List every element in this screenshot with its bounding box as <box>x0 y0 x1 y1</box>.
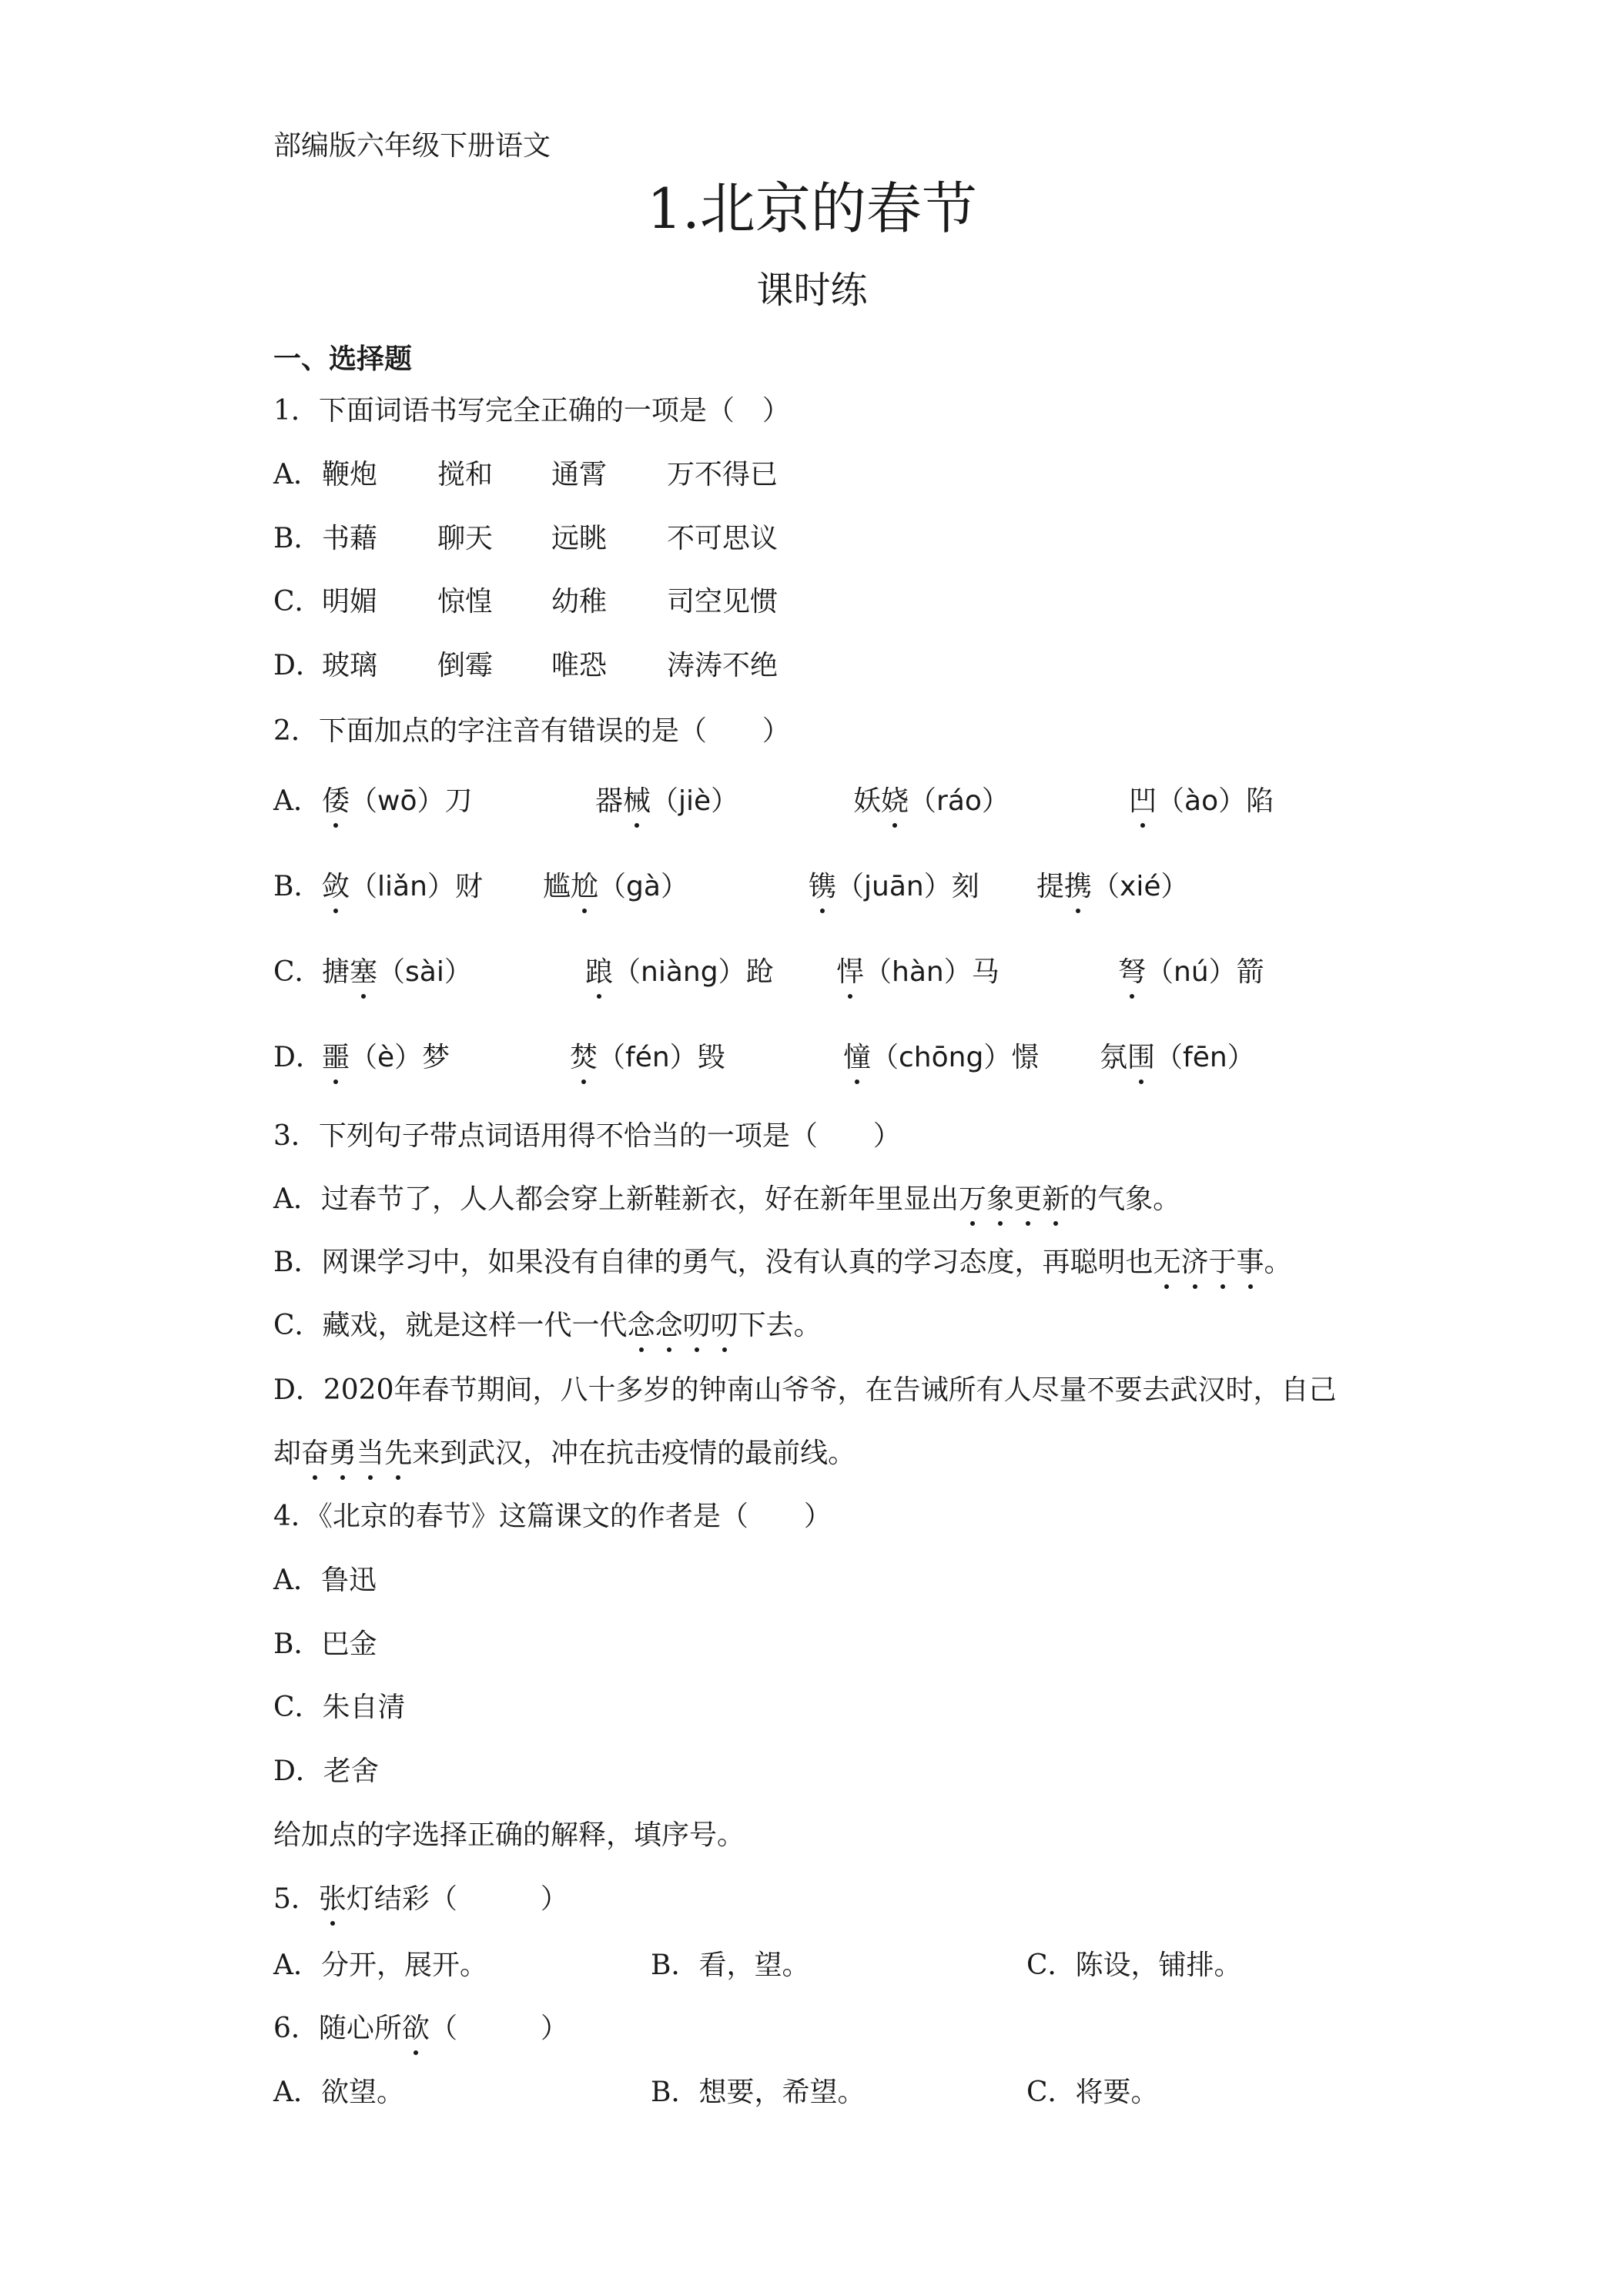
dotted-char: 新 <box>1042 1183 1070 1215</box>
pinyin-item: 踉（niàng）跄 <box>585 956 774 988</box>
option-label: B． <box>273 871 322 902</box>
dotted-char: 叨 <box>682 1310 711 1341</box>
dotted-char: 先 <box>384 1438 413 1469</box>
question-4-option-d[interactable]: D．老舍 <box>273 1755 379 1787</box>
option-label: A． <box>273 459 321 490</box>
option-word: 玻璃 <box>322 650 378 681</box>
dotted-char: 事 <box>1236 1247 1264 1278</box>
pinyin-item: 噩（è）梦 <box>322 1042 450 1073</box>
option-word: 聊天 <box>437 523 494 554</box>
option-label: D． <box>273 650 323 681</box>
option-word: 搅和 <box>437 459 494 490</box>
question-1-stem: 1．下面词语书写完全正确的一项是（ ） <box>273 395 790 427</box>
instruction-text: 给加点的字选择正确的解释，填序号。 <box>273 1819 745 1851</box>
question-6-option-b[interactable]: B．想要，希望。 <box>651 2077 866 2108</box>
page-subtitle: 课时练 <box>756 269 868 312</box>
dotted-char: 叨 <box>710 1310 738 1341</box>
option-word: 明媚 <box>322 586 378 618</box>
question-3-stem: 3．下列句子带点词语用得不恰当的一项是（ ） <box>273 1120 901 1152</box>
question-6-stem: 6．随心所欲（ ） <box>273 2013 568 2044</box>
section-heading: 一、选择题 <box>273 343 413 375</box>
question-5-option-b[interactable]: B．看，望。 <box>651 1950 810 1981</box>
question-4-option-c[interactable]: C．朱自清 <box>273 1692 406 1723</box>
question-4-option-a[interactable]: A．鲁迅 <box>273 1565 377 1596</box>
option-line: 却奋勇当先来到武汉，冲在抗击疫情的最前线。 <box>273 1438 856 1469</box>
option-word: 涛涛不绝 <box>667 650 779 681</box>
option-word: 幼稚 <box>551 586 608 618</box>
option-word: 远眺 <box>551 523 608 554</box>
pinyin-item: 敛（liǎn）财 <box>322 871 483 902</box>
option-label: A． <box>273 785 321 817</box>
dotted-char: 象 <box>986 1183 1015 1215</box>
option-word: 司空见惯 <box>667 586 779 618</box>
pinyin-item: 氛围（fēn） <box>1100 1042 1255 1073</box>
option-word: 鞭炮 <box>322 459 378 490</box>
question-5-stem: 5．张灯结彩（ ） <box>273 1883 568 1915</box>
dotted-char: 当 <box>357 1438 385 1469</box>
dotted-char: 于 <box>1208 1247 1237 1278</box>
question-3-option-c[interactable]: C．藏戏，就是这样一代一代念念叨叨下去。 <box>273 1310 822 1341</box>
question-5-option-c[interactable]: C．陈设，铺排。 <box>1026 1950 1242 1981</box>
question-3-option-b[interactable]: B．网课学习中，如果没有自律的勇气，没有认真的学习态度，再聪明也无济于事。 <box>273 1247 1292 1278</box>
option-word: 唯恐 <box>551 650 608 681</box>
question-5-option-a[interactable]: A．分开，展开。 <box>273 1950 488 1981</box>
option-line: D．2020年春节期间，八十多岁的钟南山爷爷，在告诫所有人尽量不要去武汉时，自己 <box>273 1374 1337 1406</box>
dotted-char: 勇 <box>329 1438 357 1469</box>
option-label: D． <box>273 1042 323 1073</box>
pinyin-item: 器械（jiè） <box>595 785 739 817</box>
option-label: B． <box>273 523 322 554</box>
dotted-char: 万 <box>959 1183 987 1215</box>
dotted-phrase <box>301 1438 412 1469</box>
pinyin-item: 搪塞（sài） <box>322 956 472 988</box>
dotted-char: 更 <box>1014 1183 1043 1215</box>
option-label: C． <box>273 586 323 618</box>
option-label: C． <box>273 956 323 988</box>
pinyin-item: 弩（nú）箭 <box>1118 956 1264 988</box>
option-word: 惊惶 <box>437 586 494 618</box>
pinyin-item: 倭（wō）刀 <box>322 785 473 817</box>
option-word: 书藉 <box>322 523 378 554</box>
option-word: 倒霉 <box>437 650 494 681</box>
pinyin-item: 悍（hàn）马 <box>836 956 1000 988</box>
dotted-char: 念 <box>627 1310 655 1341</box>
dotted-char: 济 <box>1180 1247 1209 1278</box>
question-4-stem: 4．《北京的春节》这篇课文的作者是（ ） <box>273 1501 832 1532</box>
dotted-phrase <box>1153 1247 1264 1278</box>
question-3-option-a[interactable]: A．过春节了，人人都会穿上新鞋新衣，好在新年里显出万象更新的气象。 <box>273 1183 1181 1215</box>
dotted-char: 无 <box>1153 1247 1181 1278</box>
dotted-char: 念 <box>655 1310 683 1341</box>
pinyin-item: 焚（fén）毁 <box>570 1042 725 1073</box>
book-label: 部编版六年级下册语文 <box>273 130 551 162</box>
option-word: 不可思议 <box>667 523 779 554</box>
dotted-char: 奋 <box>301 1438 330 1469</box>
question-6-option-a[interactable]: A．欲望。 <box>273 2077 405 2108</box>
pinyin-item: 提携（xié） <box>1036 871 1189 902</box>
question-6-option-c[interactable]: C．将要。 <box>1026 2077 1159 2108</box>
pinyin-item: 镌（juān）刻 <box>809 871 979 902</box>
option-word: 万不得已 <box>667 459 779 490</box>
pinyin-item: 憧（chōng）憬 <box>843 1042 1040 1073</box>
option-word: 通霄 <box>551 459 608 490</box>
question-4-option-b[interactable]: B．巴金 <box>273 1628 377 1660</box>
page-title: 1.北京的春节 <box>647 176 977 241</box>
pinyin-item: 凹（ào）陷 <box>1129 785 1274 817</box>
pinyin-item: 尴尬（gà） <box>543 871 688 902</box>
dotted-phrase <box>959 1183 1070 1215</box>
dotted-phrase <box>628 1310 738 1341</box>
question-2-stem: 2．下面加点的字注音有错误的是（ ） <box>273 715 790 747</box>
pinyin-item: 妖娆（ráo） <box>853 785 1010 817</box>
